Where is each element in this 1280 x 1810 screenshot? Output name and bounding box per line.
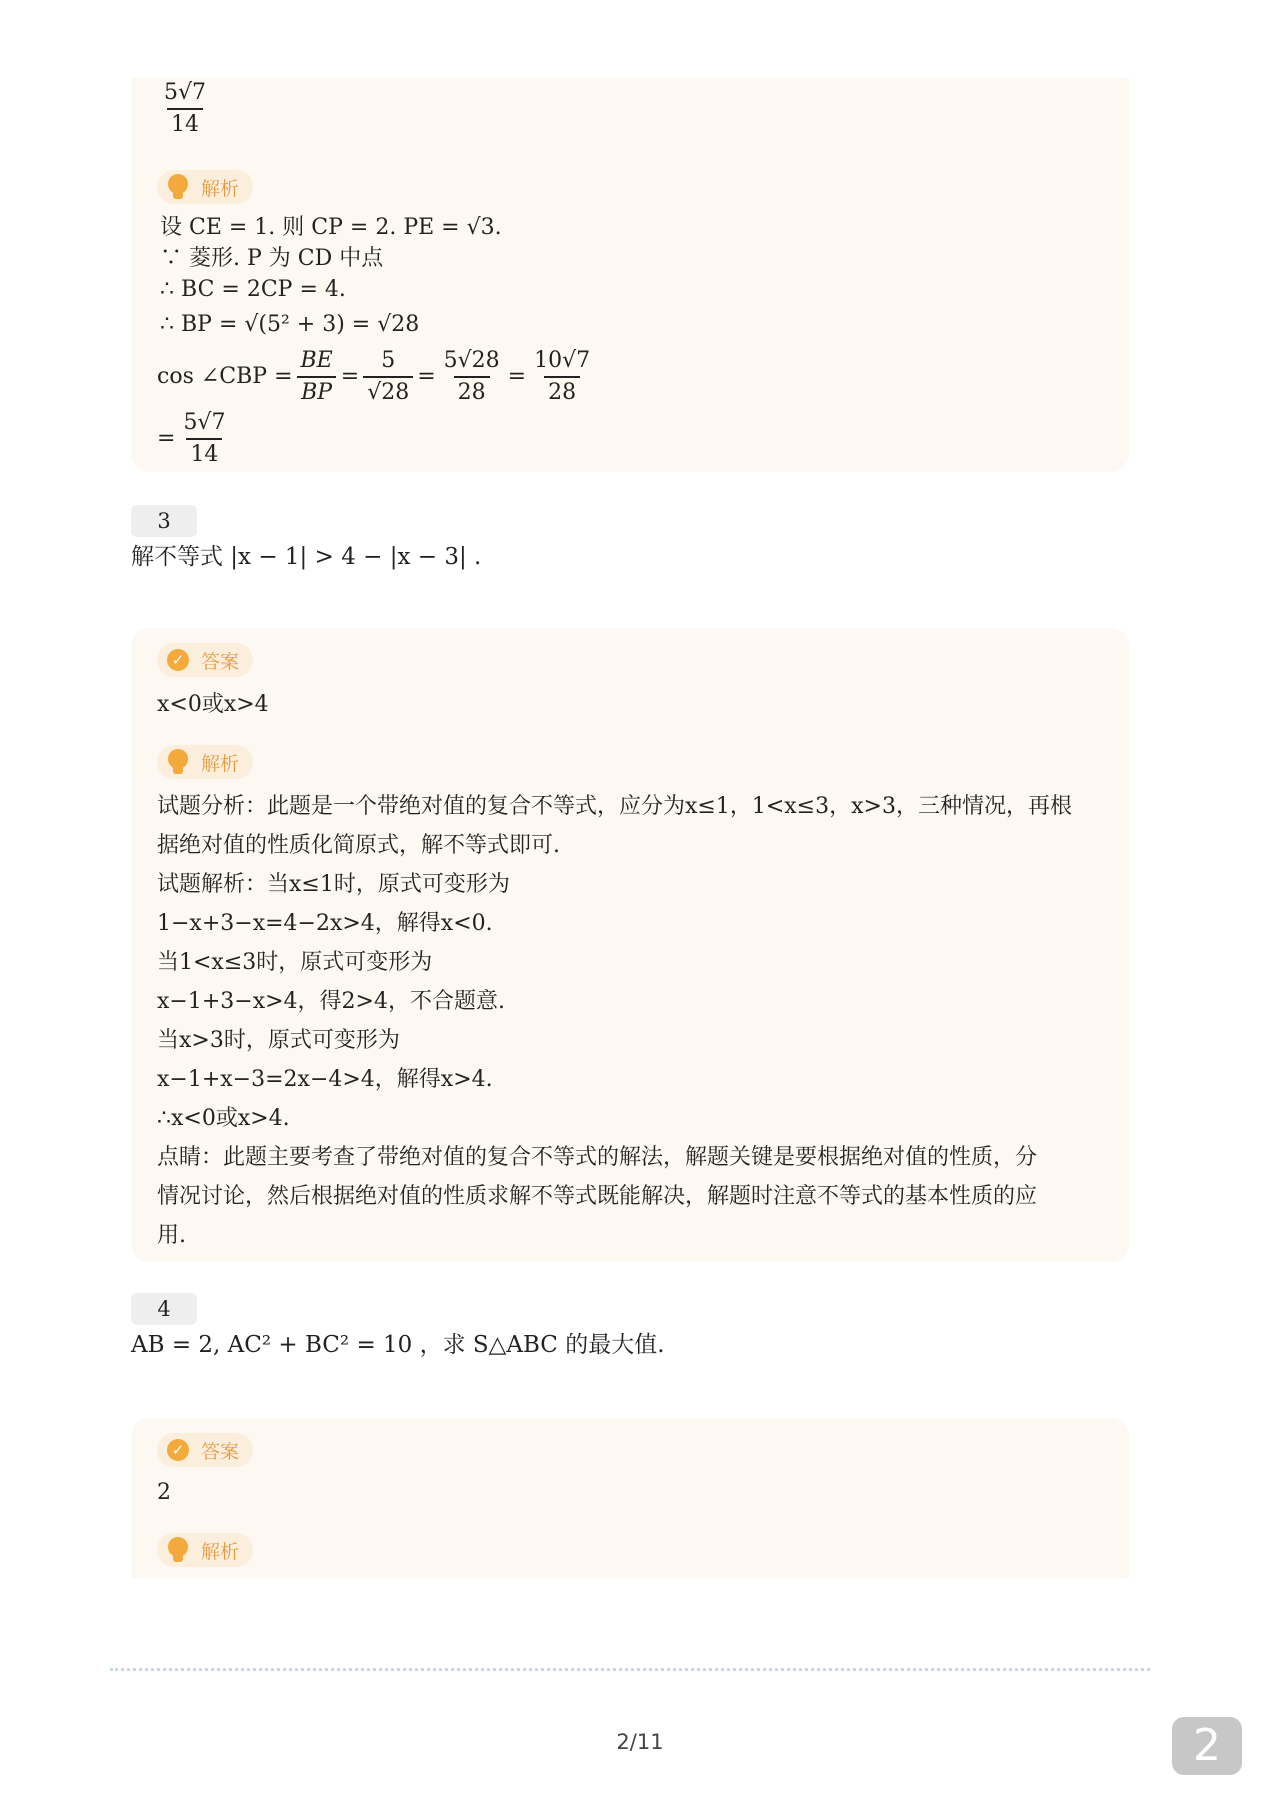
q3-solution-line: 试题分析：此题是一个带绝对值的复合不等式，应分为x≤1，1<x≤3，x>3，三种情况，再根 — [157, 794, 1072, 819]
q2-cos-equation: cos ∠CBP = $\frac{BE}{BP}$ = $\frac{5}{√28}$ = $\frac{5√28}{28}$ = $\frac{10√7}{28}$ — [157, 348, 598, 406]
lightbulb-icon — [167, 749, 189, 775]
question-number-4: 4 — [131, 1293, 197, 1325]
fraction-4-numerator: 10√7 — [534, 348, 591, 373]
lightbulb-icon — [167, 174, 189, 200]
page-indicator: 2/11 — [616, 1730, 664, 1754]
fraction-1-denominator: BP — [297, 376, 336, 406]
q3-solution-line: 1−x+3−x=4−2x>4，解得x<0. — [157, 911, 493, 936]
q4-answer: 2 — [157, 1480, 171, 1505]
q3-solution-line: 点睛：此题主要考查了带绝对值的复合不等式的解法，解题关键是要根据绝对值的性质，分 — [157, 1145, 1038, 1170]
q3-analysis-tag-label: 解析 — [201, 752, 240, 775]
q3-solution-line: 当1<x≤3时，原式可变形为 — [157, 950, 433, 975]
q3-solution-line: ∴x<0或x>4. — [157, 1106, 290, 1131]
q2-analysis-line-4: ∴ BP = √(5² + 3) = √28 — [160, 312, 420, 337]
page-divider — [110, 1668, 1150, 1671]
q3-solution — [157, 787, 1087, 1255]
q2-analysis-line-3: ∴ BC = 2CP = 4. — [160, 277, 346, 302]
q3-answer: x<0或x>4 — [157, 692, 269, 717]
q3-solution-line: x−1+3−x>4，得2>4，不合题意. — [157, 989, 505, 1014]
q3-solution-line: 试题解析：当x≤1时，原式可变形为 — [157, 872, 510, 897]
q3-solution-line: 情况讨论，然后根据绝对值的性质求解不等式既能解决，解题时注意不等式的基本性质的应 — [157, 1184, 1038, 1209]
q4-answer-tag-label: 答案 — [201, 1440, 240, 1463]
q3-solution-line: 当x>3时，原式可变形为 — [157, 1028, 400, 1053]
q4-answer-tag — [157, 1433, 253, 1467]
q3-solution-line: 据绝对值的性质化简原式，解不等式即可. — [157, 833, 560, 858]
q2-answer-denominator: 14 — [167, 108, 203, 138]
fraction-1-numerator: BE — [300, 348, 333, 373]
lightbulb-icon — [167, 1537, 189, 1563]
q3-answer-tag — [157, 643, 253, 677]
fraction-3-numerator: 5√28 — [443, 348, 500, 373]
q4-analysis-tag — [157, 1533, 253, 1567]
check-icon: ✓ — [167, 1439, 189, 1461]
fraction-2-numerator: 5 — [381, 348, 396, 373]
final-numerator: 5√7 — [183, 410, 226, 435]
question-number-3: 3 — [131, 505, 197, 537]
q2-analysis-line-2: ∵ 菱形. P 为 CD 中点 — [160, 246, 384, 271]
q2-analysis-tag-label: 解析 — [201, 177, 240, 200]
page-badge[interactable]: 2 — [1172, 1717, 1242, 1775]
q3-analysis-tag — [157, 745, 253, 779]
q3-solution-line: x−1+x−3=2x−4>4，解得x>4. — [157, 1067, 493, 1092]
q3-solution-line: 用. — [157, 1223, 186, 1248]
fraction-3-denominator: 28 — [454, 376, 490, 406]
q2-answer — [160, 80, 210, 138]
check-icon: ✓ — [167, 649, 189, 671]
q3-answer-tag-label: 答案 — [201, 650, 240, 673]
question-4-text: AB = 2, AC² + BC² = 10 ，求 S△ABC 的最大值. — [131, 1332, 665, 1358]
fraction-2-denominator: √28 — [363, 376, 413, 406]
q2-analysis-line-1: 设 CE = 1. 则 CP = 2. PE = √3. — [160, 215, 502, 240]
final-denominator: 14 — [186, 438, 222, 468]
q4-analysis-tag-label: 解析 — [201, 1540, 240, 1563]
q2-answer-numerator: 5√7 — [164, 80, 207, 105]
fraction-4-denominator: 28 — [544, 376, 580, 406]
q2-final-value: = $\frac{5√7}{14}$ — [157, 410, 233, 468]
answer-card-q4 — [131, 1418, 1129, 1578]
cos-prefix: cos ∠CBP = — [157, 364, 293, 389]
question-3-text: 解不等式 |x − 1| > 4 − |x − 3| . — [131, 544, 482, 570]
q2-analysis-tag — [157, 170, 253, 204]
